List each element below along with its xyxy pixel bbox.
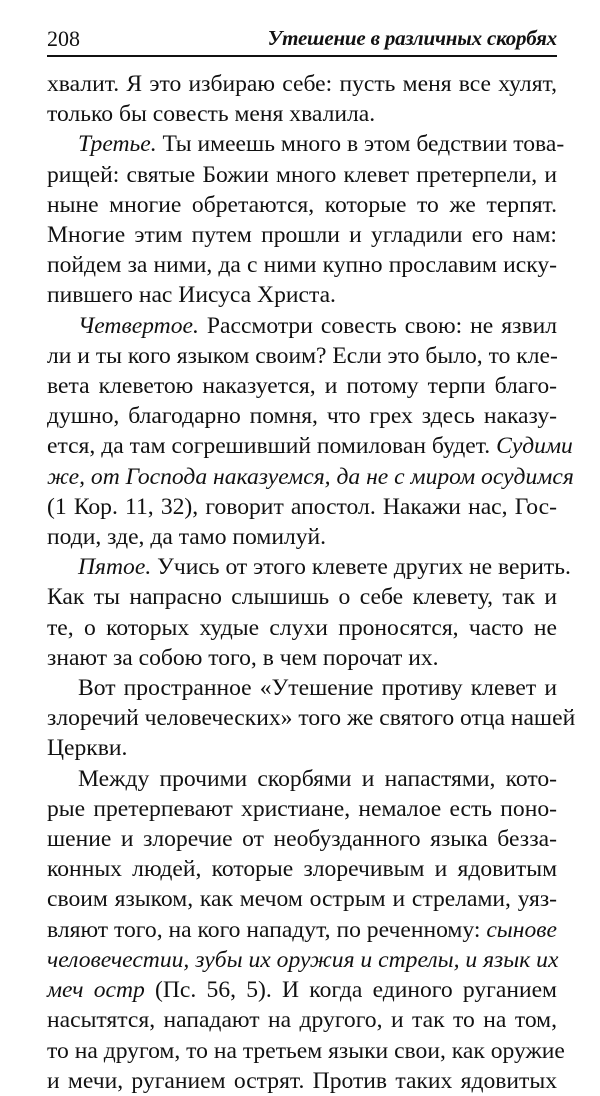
text-segment: хвалит. Я это избираю себе: пусть меня все хулят, (47, 71, 557, 97)
text-segment: поди, зде, да тамо помилуй. (47, 524, 327, 551)
italic-text: Пятое. (78, 554, 152, 581)
body-text (47, 69, 576, 1096)
text-line (47, 69, 557, 99)
text-segment: злоречий человеческих» того же святого отца нашей (47, 705, 576, 732)
text-line (47, 643, 557, 673)
text-line (47, 250, 557, 280)
text-line (47, 311, 557, 341)
text-segment: знают за собою того, в чем порочат их. (47, 644, 439, 671)
text-line (47, 945, 557, 975)
text-segment: вета клеветою наказуется, и потому терпи благо- (47, 373, 557, 400)
text-segment: ется, да там согрешивший помилован будет. (47, 433, 497, 460)
text-segment: своим языком, как мечом острым и стрелами, уяз- (47, 886, 557, 913)
text-segment: вляют того, на кого нападут, по реченному: (47, 916, 487, 943)
text-segment: пившего нас Иисуса Христа. (47, 282, 336, 309)
text-segment: шение и злоречие от необузданного языка безза- (47, 826, 557, 853)
text-segment: ли и ты кого языком своим? Если это было, то кле- (47, 342, 558, 369)
text-line (47, 764, 557, 794)
text-line (47, 794, 557, 824)
text-line (47, 824, 557, 854)
text-line (47, 733, 557, 763)
text-segment: только бы совесть меня хвалила. (47, 101, 376, 128)
text-line (47, 160, 557, 190)
text-segment: насытятся, нападают на другого, и так то на том, (47, 1007, 557, 1034)
text-line (47, 220, 557, 250)
text-line (47, 884, 557, 914)
text-segment: те, о которых худые слухи проносятся, часто не (47, 614, 557, 641)
header-rule (47, 55, 557, 57)
text-segment: (Пс. 56, 5). И когда единого руганием (144, 977, 557, 1004)
text-segment: и мечи, руганием острят. Против таких ядовитых (47, 1067, 557, 1094)
text-line (47, 371, 557, 401)
text-line (47, 673, 557, 703)
text-line (47, 280, 557, 310)
text-line (47, 552, 571, 582)
text-line (47, 915, 557, 945)
text-line (47, 431, 573, 461)
text-line (47, 854, 557, 884)
italic-text: человечестии, зубы их оружия и стрелы, и язык их (47, 946, 559, 973)
text-line (47, 1005, 557, 1035)
text-line (47, 703, 576, 733)
italic-text: Третье. (78, 131, 157, 158)
text-line (47, 1036, 565, 1066)
running-title: Утешение в различных скорбях (267, 26, 557, 50)
text-line (47, 975, 557, 1005)
text-line (47, 129, 565, 159)
text-segment: Вот пространное «Утешение противу клевет и (78, 675, 557, 702)
text-segment: Учись от этого клевете других не верить. (151, 554, 571, 581)
text-line (47, 522, 557, 552)
text-segment: ныне многие обретаются, которые то же терпят. (47, 191, 557, 218)
text-segment: Многие этим путем прошли и угладили его нам: (47, 222, 557, 249)
text-line (47, 613, 557, 643)
italic-text: же, от Господа наказуемся, да не с миром осудимся (47, 463, 574, 490)
text-segment: Рассмотри совесть свою: не язвил (198, 312, 557, 339)
italic-text: меч остр (47, 977, 145, 1004)
italic-text: Судими (496, 433, 573, 460)
italic-text: Четвертое. (78, 312, 199, 339)
text-segment: душно, благодарно помня, что грех здесь наказу- (47, 403, 557, 430)
text-segment: Как ты напрасно слышишь о себе клевету, так и (47, 584, 557, 611)
text-line (47, 462, 574, 492)
text-segment: рищей: святые Божии много клевет претерпели, и (47, 161, 557, 188)
text-line (47, 492, 557, 522)
page-number: 208 (47, 26, 80, 51)
text-segment: Ты имеешь много в этом бедствии това- (156, 131, 565, 158)
text-line (47, 401, 557, 431)
page-header (47, 26, 557, 54)
text-segment: то на другом, то на третьем языки свои, как оружие (47, 1037, 565, 1064)
text-segment: (1 Кор. 11, 32), говорит апостол. Накажи нас, Гос- (47, 493, 557, 520)
text-segment: конных людей, которые злоречивым и ядовитым (47, 856, 557, 883)
text-segment: Между прочими скорбями и напастями, кото- (78, 765, 557, 792)
text-line (47, 582, 557, 612)
text-segment: рые претерпевают христиане, немалое есть поно- (47, 795, 557, 822)
text-line (47, 190, 557, 220)
text-line (47, 1066, 557, 1096)
text-segment: пойдем за ними, да с ними купно прославим иску- (47, 252, 557, 279)
text-segment: Церкви. (47, 735, 128, 762)
text-line (47, 341, 557, 371)
italic-text: сынове (486, 916, 557, 943)
text-line (47, 99, 557, 129)
